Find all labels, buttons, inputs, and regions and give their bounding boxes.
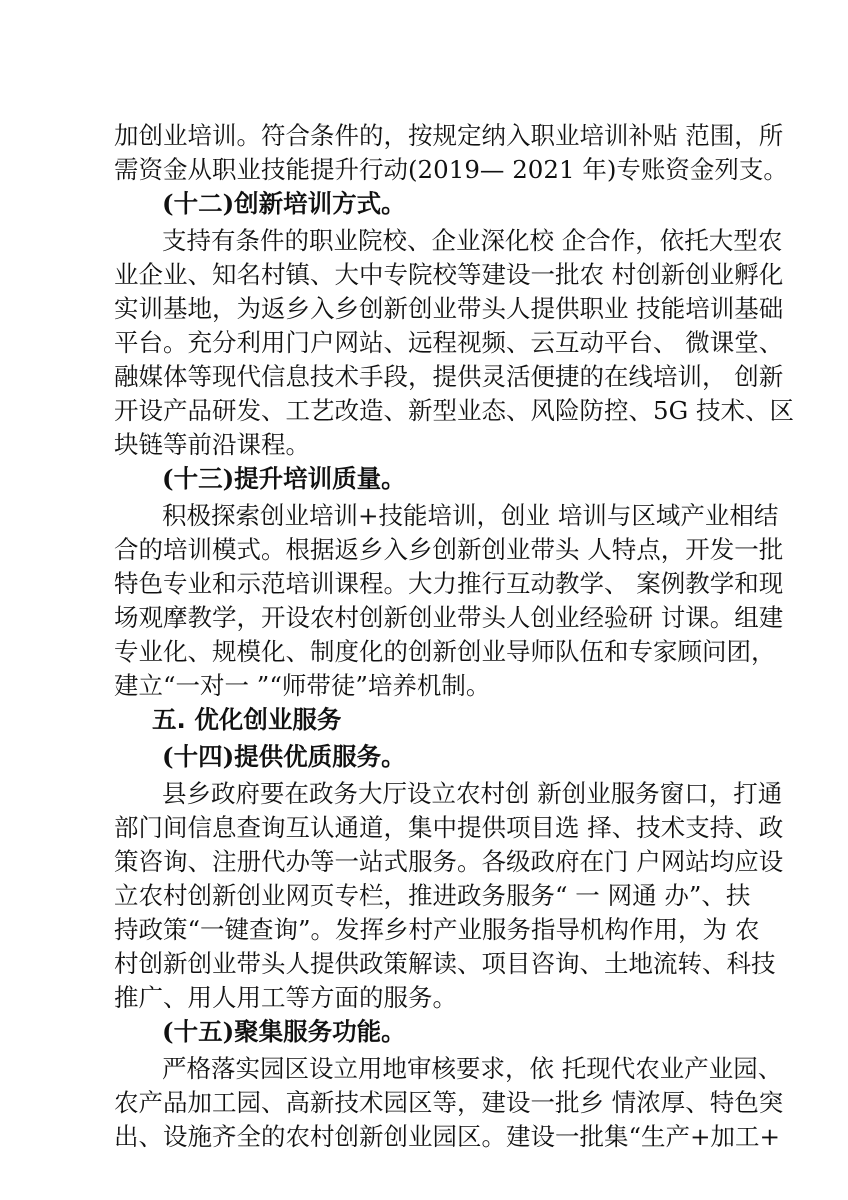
body-text-line: 积极探索创业培训+技能培训，创业 培训与区域产业相结 <box>162 501 779 530</box>
body-text-line: 持政策“一键查询”。发挥乡村产业服务指导机构作用，为 农 <box>114 915 760 944</box>
body-text-line: 建立“一对一 ”“师带徒”培养机制。 <box>114 671 491 700</box>
body-text-line: 县乡政府要在政务大厅设立农村创 新创业服务窗口，打通 <box>162 779 783 808</box>
body-text-line: 场观摩教学，开设农村创新创业带头人创业经验研 讨课。组建 <box>114 603 784 632</box>
body-text-line: 立农村创新创业网页专栏，推进政务服务“ 一 网通 办”、扶 <box>114 881 751 910</box>
body-text-line: 推广、用人用工等方面的服务。 <box>114 983 457 1012</box>
body-text-line: 加创业培训。符合条件的，按规定纳入职业培训补贴 范围，所 <box>114 121 784 150</box>
body-text-line: 村创新创业带头人提供政策解读、项目咨询、土地流转、科技 <box>114 949 776 978</box>
body-text-line: 业企业、知名村镇、大中专院校等建设一批农 村创新创业孵化 <box>114 260 784 289</box>
section-heading: (十二)创新培训方式。 <box>162 189 406 218</box>
section-heading: (十四)提供优质服务。 <box>162 742 406 771</box>
body-text-line: 出、设施齐全的农村创新创业园区。建设一批集“生产+加工+ <box>114 1122 781 1151</box>
body-text-line: 策咨询、注册代办等一站式服务。各级政府在门 户网站均应设 <box>114 847 784 876</box>
body-text-line: 专业化、规模化、制度化的创新创业导师队伍和专家顾问团， <box>114 637 776 666</box>
body-text-line: 需资金从职业技能提升行动(2019— 2021 年)专账资金列支。 <box>114 155 788 184</box>
body-text-line: 融媒体等现代信息技术手段，提供灵活便捷的在线培训， 创新 <box>114 362 784 391</box>
body-text-line: 特色专业和示范培训课程。大力推行互动教学、 案例教学和现 <box>114 569 784 598</box>
chapter-heading: 五. 优化创业服务 <box>152 705 342 734</box>
body-text-line: 支持有条件的职业院校、企业深化校 企合作，依托大型农 <box>162 226 783 255</box>
body-text-line: 严格落实园区设立用地审核要求，依 托现代农业产业园、 <box>162 1054 783 1083</box>
section-heading: (十三)提升培训质量。 <box>162 464 406 493</box>
section-heading: (十五)聚集服务功能。 <box>162 1017 406 1046</box>
body-text-line: 开设产品研发、工艺改造、新型业态、风险防控、5G 技术、区 <box>114 396 794 425</box>
body-text-line: 部门间信息查询互认通道，集中提供项目选 择、技术支持、政 <box>114 813 784 842</box>
body-text-line: 块链等前沿课程。 <box>114 430 310 459</box>
body-text-line: 实训基地，为返乡入乡创新创业带头人提供职业 技能培训基础 <box>114 294 784 323</box>
body-text-line: 合的培训模式。根据返乡入乡创新创业带头 人特点，开发一批 <box>114 535 784 564</box>
body-text-line: 农产品加工园、高新技术园区等，建设一批乡 情浓厚、特色突 <box>114 1088 784 1117</box>
body-text-line: 平台。充分利用门户网站、远程视频、云互动平台、 微课堂、 <box>114 328 784 357</box>
